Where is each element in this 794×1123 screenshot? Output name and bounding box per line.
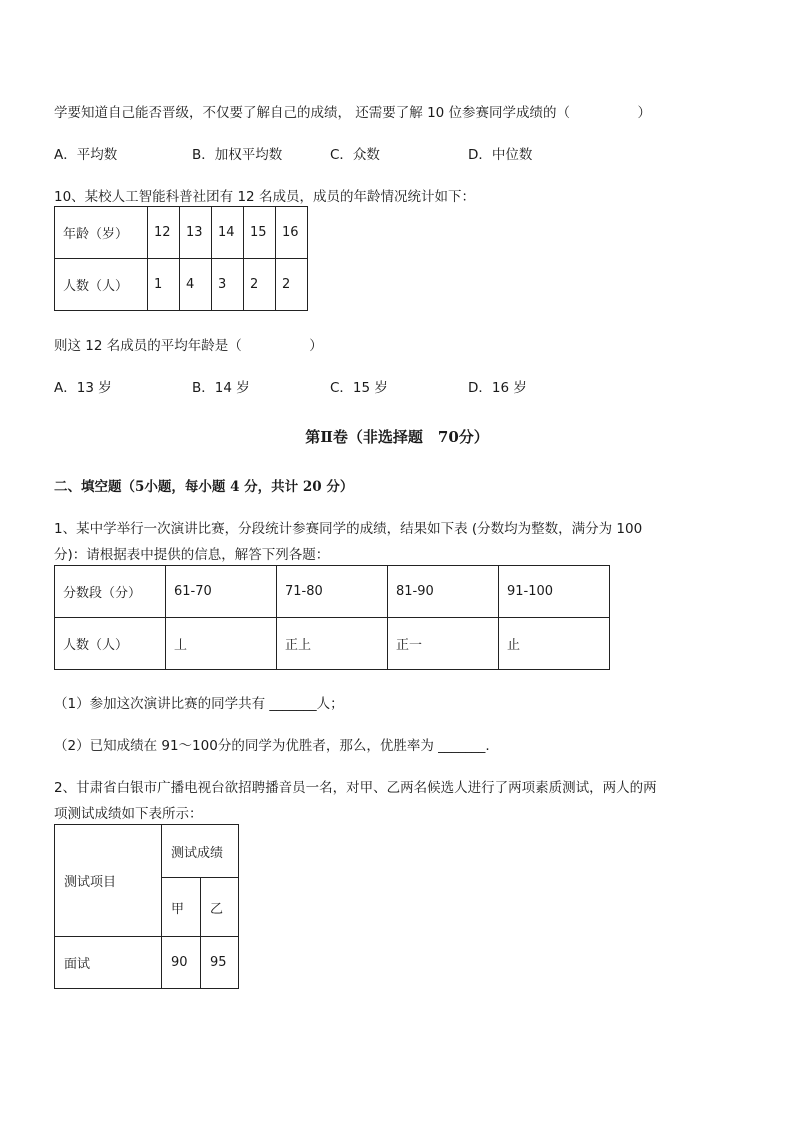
age-cell: 15 <box>244 207 276 259</box>
f1-stem-line2: 分)：请根据表中提供的信息，解答下列各题： <box>54 547 330 563</box>
test-score-table <box>54 824 239 989</box>
q10-option-a: A．13 岁 <box>54 380 112 396</box>
age-header: 年龄（岁） <box>55 207 148 259</box>
range-header: 分数段（分） <box>55 566 166 618</box>
score-header: 测试成绩 <box>162 825 239 878</box>
q9-option-b: B．加权平均数 <box>192 147 283 163</box>
score-a: 90 <box>162 937 201 989</box>
count-cell: 3 <box>212 259 244 311</box>
range-cell: 71-80 <box>277 566 388 618</box>
count-cell: 2 <box>276 259 308 311</box>
q9-option-a: A．平均数 <box>54 147 118 163</box>
count-header: 人数（人） <box>55 259 148 311</box>
f2-stem-line2: 项测试成绩如下表所示： <box>54 806 203 822</box>
age-cell: 13 <box>180 207 212 259</box>
f2-stem-line1: 2、甘肃省白银市广播电视台欲招聘播音员一名，对甲、乙两名候选人进行了两项素质测试，两人的两 <box>54 780 657 796</box>
q10-stem: 10、某校人工智能科普社团有 12 名成员，成员的年龄情况统计如下： <box>54 189 475 205</box>
range-cell: 91-100 <box>499 566 610 618</box>
q9-option-c: C．众数 <box>330 147 380 163</box>
part2-title: 第Ⅱ卷（非选择题 70分） <box>305 428 489 446</box>
table-row <box>55 566 610 618</box>
f1-stem-line1: 1、某中学举行一次演讲比赛，分段统计参赛同学的成绩，结果如下表 (分数均为整数，满分为 100 <box>54 521 643 537</box>
range-cell: 81-90 <box>388 566 499 618</box>
table-row <box>55 259 308 311</box>
tally-header: 人数（人） <box>55 618 166 670</box>
age-cell: 16 <box>276 207 308 259</box>
age-cell: 14 <box>212 207 244 259</box>
q9-option-d: D．中位数 <box>468 147 533 163</box>
tally-cell: 正一 <box>388 618 499 670</box>
q10-option-b: B．14 岁 <box>192 380 250 396</box>
q10-question: 则这 12 名成员的平均年龄是（ ） <box>54 338 323 354</box>
q10-option-d: D．16 岁 <box>468 380 527 396</box>
range-cell: 61-70 <box>166 566 277 618</box>
interview-label: 面试 <box>55 937 162 989</box>
item-header: 测试项目 <box>55 825 162 937</box>
f1-sub2: （2）已知成绩在 91～100分的同学为优胜者，那么，优胜率为 _______. <box>54 738 490 754</box>
tally-cell: 丄 <box>166 618 277 670</box>
age-table <box>54 206 308 311</box>
section-fill-heading: 二、填空题（5小题，每小题 4 分，共计 20 分） <box>54 479 354 495</box>
table-row <box>55 825 239 878</box>
tally-cell: 止 <box>499 618 610 670</box>
count-cell: 1 <box>148 259 180 311</box>
count-cell: 4 <box>180 259 212 311</box>
q10-option-c: C．15 岁 <box>330 380 388 396</box>
table-row <box>55 207 308 259</box>
table-row <box>55 618 610 670</box>
table-row <box>55 937 239 989</box>
age-cell: 12 <box>148 207 180 259</box>
score-range-table <box>54 565 610 670</box>
candidate-a: 甲 <box>162 878 201 937</box>
candidate-b: 乙 <box>201 878 239 937</box>
f1-sub1: （1）参加这次演讲比赛的同学共有 _______人； <box>54 696 344 712</box>
q9-stem-tail: 学要知道自己能否晋级，不仅要了解自己的成绩， 还需要了解 10 位参赛同学成绩的（ ） <box>54 105 652 121</box>
score-b: 95 <box>201 937 239 989</box>
count-cell: 2 <box>244 259 276 311</box>
tally-cell: 正上 <box>277 618 388 670</box>
